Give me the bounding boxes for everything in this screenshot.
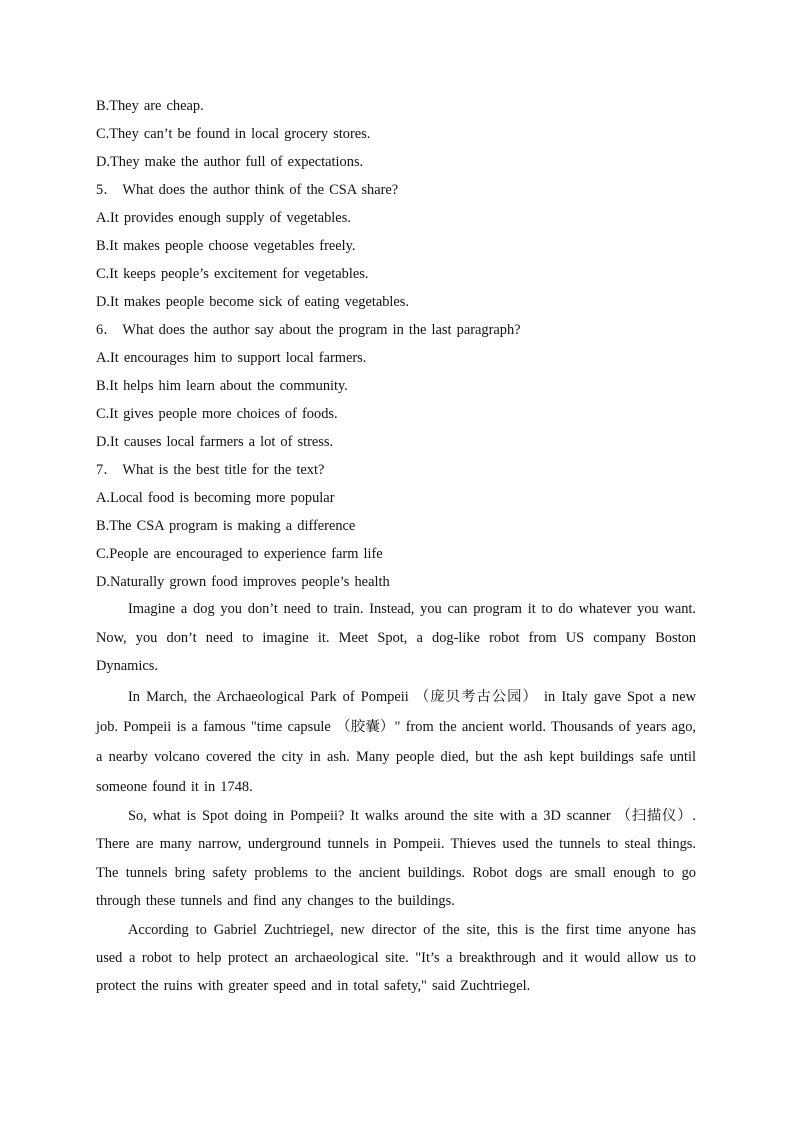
option-7d: D.Naturally grown food improves people’s health: [96, 574, 390, 590]
passage-paragraph: In March, the Archaeological Park of Pompeii （庞贝考古公园） in Italy gave Spot a new job. Pompeii is a famous "time capsule （胶囊）" from the ancient world. Thousands of years ago, a nearby volcano covered the city in ash. Many people died, but the ash kept buildings safe until someone found it in 1748.: [96, 688, 696, 795]
passage-paragraph: So, what is Spot doing in Pompeii? It walks around the site with a 3D scanner （扫描仪）. There are many narrow, underground tunnels in Pompeii. Thieves used the tunnels to steal things. The tunnels bring safety problems to the ancient buildings. Robot dogs are small enough to go through these tunnels and find any changes to the buildings.: [96, 807, 696, 909]
option-7c: C.People are encouraged to experience farm life: [96, 546, 383, 562]
document-content: [96, 95, 696, 1000]
option-5c: C.It keeps people’s excitement for vegetables.: [96, 266, 369, 282]
option-5b: B.It makes people choose vegetables freely.: [96, 238, 356, 254]
question-6-stem: 6． What does the author say about the program in the last paragraph?: [96, 322, 521, 338]
question-5-stem: 5． What does the author think of the CSA share?: [96, 182, 399, 198]
passage-paragraph: According to Gabriel Zuchtriegel, new director of the site, this is the first time anyone has used a robot to help protect an archaeological site. "It’s a breakthrough and it would allow us to protect the ruins with greater speed and in total safety," said Zuchtriegel.: [96, 921, 696, 994]
option-7a: A.Local food is becoming more popular: [96, 490, 335, 506]
question-7-stem: 7． What is the best title for the text?: [96, 462, 325, 478]
option-7b: B.The CSA program is making a difference: [96, 518, 356, 534]
option-4b: B.They are cheap.: [96, 98, 204, 114]
option-5a: A.It provides enough supply of vegetables.: [96, 210, 351, 226]
option-6c: C.It gives people more choices of foods.: [96, 406, 338, 422]
option-4c: C.They can’t be found in local grocery stores.: [96, 126, 371, 142]
passage-paragraph: Imagine a dog you don’t need to train. Instead, you can program it to do whatever you want. Now, you don’t need to imagine it. Meet Spot, a dog-like robot from US company Boston Dynamics.: [96, 601, 696, 674]
option-4d: D.They make the author full of expectations.: [96, 154, 364, 170]
option-6b: B.It helps him learn about the community.: [96, 378, 348, 394]
option-6a: A.It encourages him to support local farmers.: [96, 350, 367, 366]
option-6d: D.It causes local farmers a lot of stress.: [96, 434, 334, 450]
option-5d: D.It makes people become sick of eating vegetables.: [96, 294, 409, 310]
